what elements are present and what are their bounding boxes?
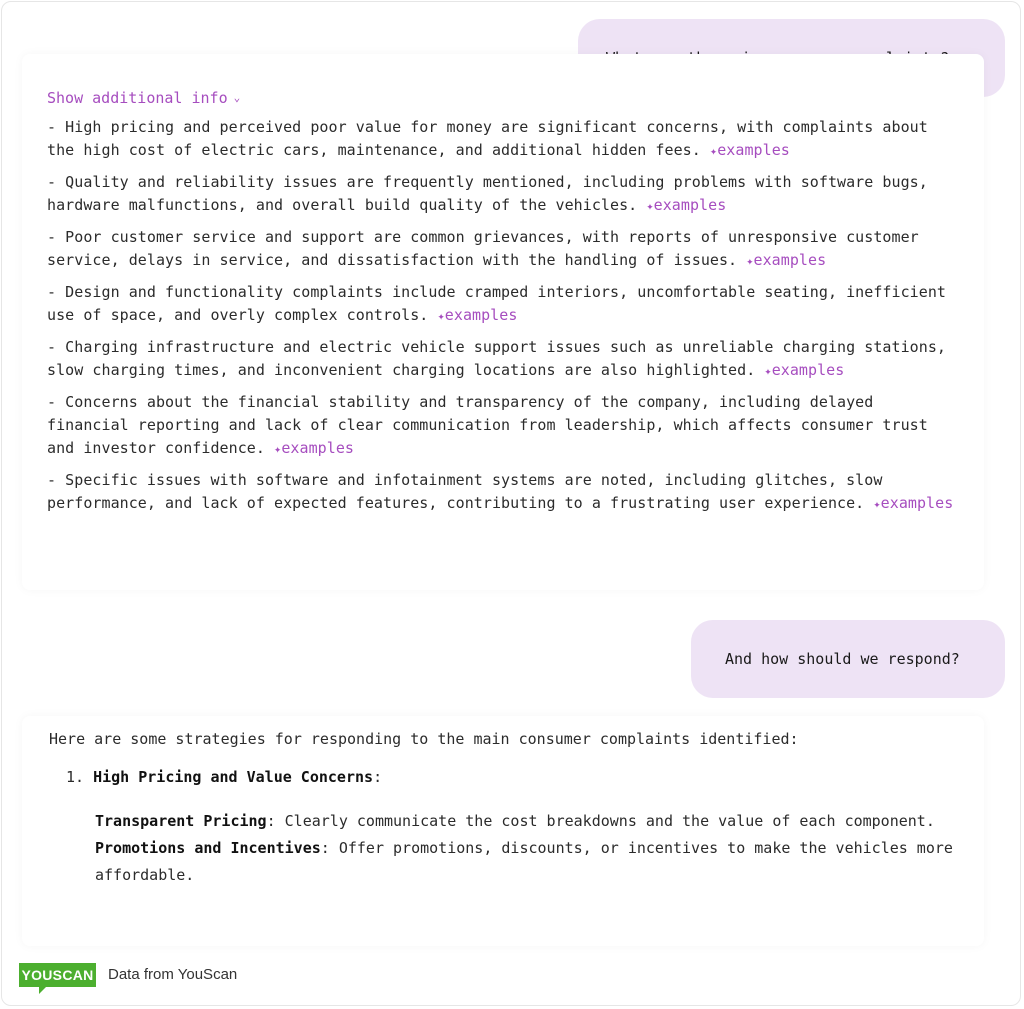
complaint-text: - Specific issues with software and infotainment systems are noted, including glitches, slow performance, and lack of expected features, contributing to a frustrating user experience. bbox=[47, 471, 883, 512]
strategy-item bbox=[95, 808, 958, 835]
strategy-item-text: : Offer promotions, discounts, or incentives to make the vehicles more affordable. bbox=[95, 839, 953, 884]
complaint-item bbox=[47, 469, 958, 516]
youscan-logo bbox=[19, 963, 96, 987]
complaint-text: - Concerns about the financial stability and transparency of the company, including delayed financial reporting and lack of clear communication from leadership, which affects consumer trust and investor confidence. bbox=[47, 393, 928, 457]
strategy-number: 1. bbox=[66, 768, 85, 786]
examples-link[interactable] bbox=[746, 251, 826, 269]
complaint-text: - Design and functionality complaints include cramped interiors, uncomfortable seating, inefficient use of space, and overly complex controls. bbox=[47, 283, 946, 324]
strategy-title: High Pricing and Value Concerns bbox=[93, 768, 374, 786]
user-message-text: And how should we respond? bbox=[725, 650, 960, 668]
examples-link[interactable] bbox=[764, 361, 844, 379]
chat-window bbox=[1, 1, 1021, 1006]
show-additional-info-toggle[interactable] bbox=[47, 89, 240, 107]
footer bbox=[19, 963, 237, 993]
assistant-answer bbox=[22, 54, 984, 590]
complaint-item bbox=[47, 336, 958, 383]
examples-label: examples bbox=[653, 196, 727, 214]
examples-label: examples bbox=[717, 141, 790, 159]
sparkle-icon: ✦ bbox=[764, 364, 772, 378]
user-message bbox=[691, 620, 1005, 698]
examples-label: examples bbox=[281, 439, 354, 457]
complaint-item bbox=[47, 171, 958, 218]
strategy-item-title: Transparent Pricing bbox=[95, 812, 267, 830]
logo-text: YOUSCAN bbox=[21, 967, 94, 983]
complaint-text: - Charging infrastructure and electric vehicle support issues such as unreliable charging stations, slow charging times, and inconvenient charging locations are also highlighted. bbox=[47, 338, 946, 379]
footer-caption: Data from YouScan bbox=[108, 966, 238, 983]
sparkle-icon: ✦ bbox=[646, 199, 654, 213]
complaint-text: - High pricing and perceived poor value for money are significant concerns, with complaints about the high cost of electric cars, maintenance, and additional hidden fees. bbox=[47, 118, 928, 159]
sparkle-icon: ✦ bbox=[274, 442, 282, 456]
complaint-text: - Quality and reliability issues are frequently mentioned, including problems with software bugs, hardware malfunctions, and overall build quality of the vehicles. bbox=[47, 173, 928, 214]
complaint-item bbox=[47, 391, 958, 461]
examples-label: examples bbox=[880, 494, 954, 512]
chevron-down-icon: ⌄ bbox=[233, 90, 241, 104]
strategy-item-title: Promotions and Incentives bbox=[95, 839, 321, 857]
examples-link[interactable] bbox=[274, 439, 354, 457]
strategy-item bbox=[95, 835, 958, 889]
strategy-item-text: : Clearly communicate the cost breakdowns and the value of each component. bbox=[266, 812, 935, 830]
examples-link[interactable] bbox=[710, 141, 790, 159]
sparkle-icon: ✦ bbox=[709, 144, 718, 158]
examples-label: examples bbox=[753, 251, 827, 269]
sparkle-icon: ✦ bbox=[873, 497, 881, 511]
sparkle-icon: ✦ bbox=[746, 254, 754, 268]
complaint-text: - Poor customer service and support are common grievances, with reports of unresponsive customer service, delays in service, and dissatisfaction with the handling of issues. bbox=[47, 228, 919, 269]
examples-link[interactable] bbox=[646, 196, 726, 214]
complaint-item bbox=[47, 226, 958, 273]
assistant-answer bbox=[22, 716, 984, 946]
complaint-item bbox=[47, 116, 958, 163]
complaint-item bbox=[47, 281, 958, 328]
strategy-suffix: : bbox=[373, 768, 383, 786]
examples-link[interactable] bbox=[873, 494, 953, 512]
response-intro: Here are some strategies for responding to the main consumer complaints identified: bbox=[49, 730, 799, 748]
examples-link[interactable] bbox=[438, 306, 518, 324]
sparkle-icon: ✦ bbox=[437, 309, 445, 323]
examples-label: examples bbox=[771, 361, 845, 379]
show-additional-info-label: Show additional info bbox=[47, 89, 228, 107]
strategy-heading bbox=[66, 766, 958, 788]
examples-label: examples bbox=[444, 306, 518, 324]
